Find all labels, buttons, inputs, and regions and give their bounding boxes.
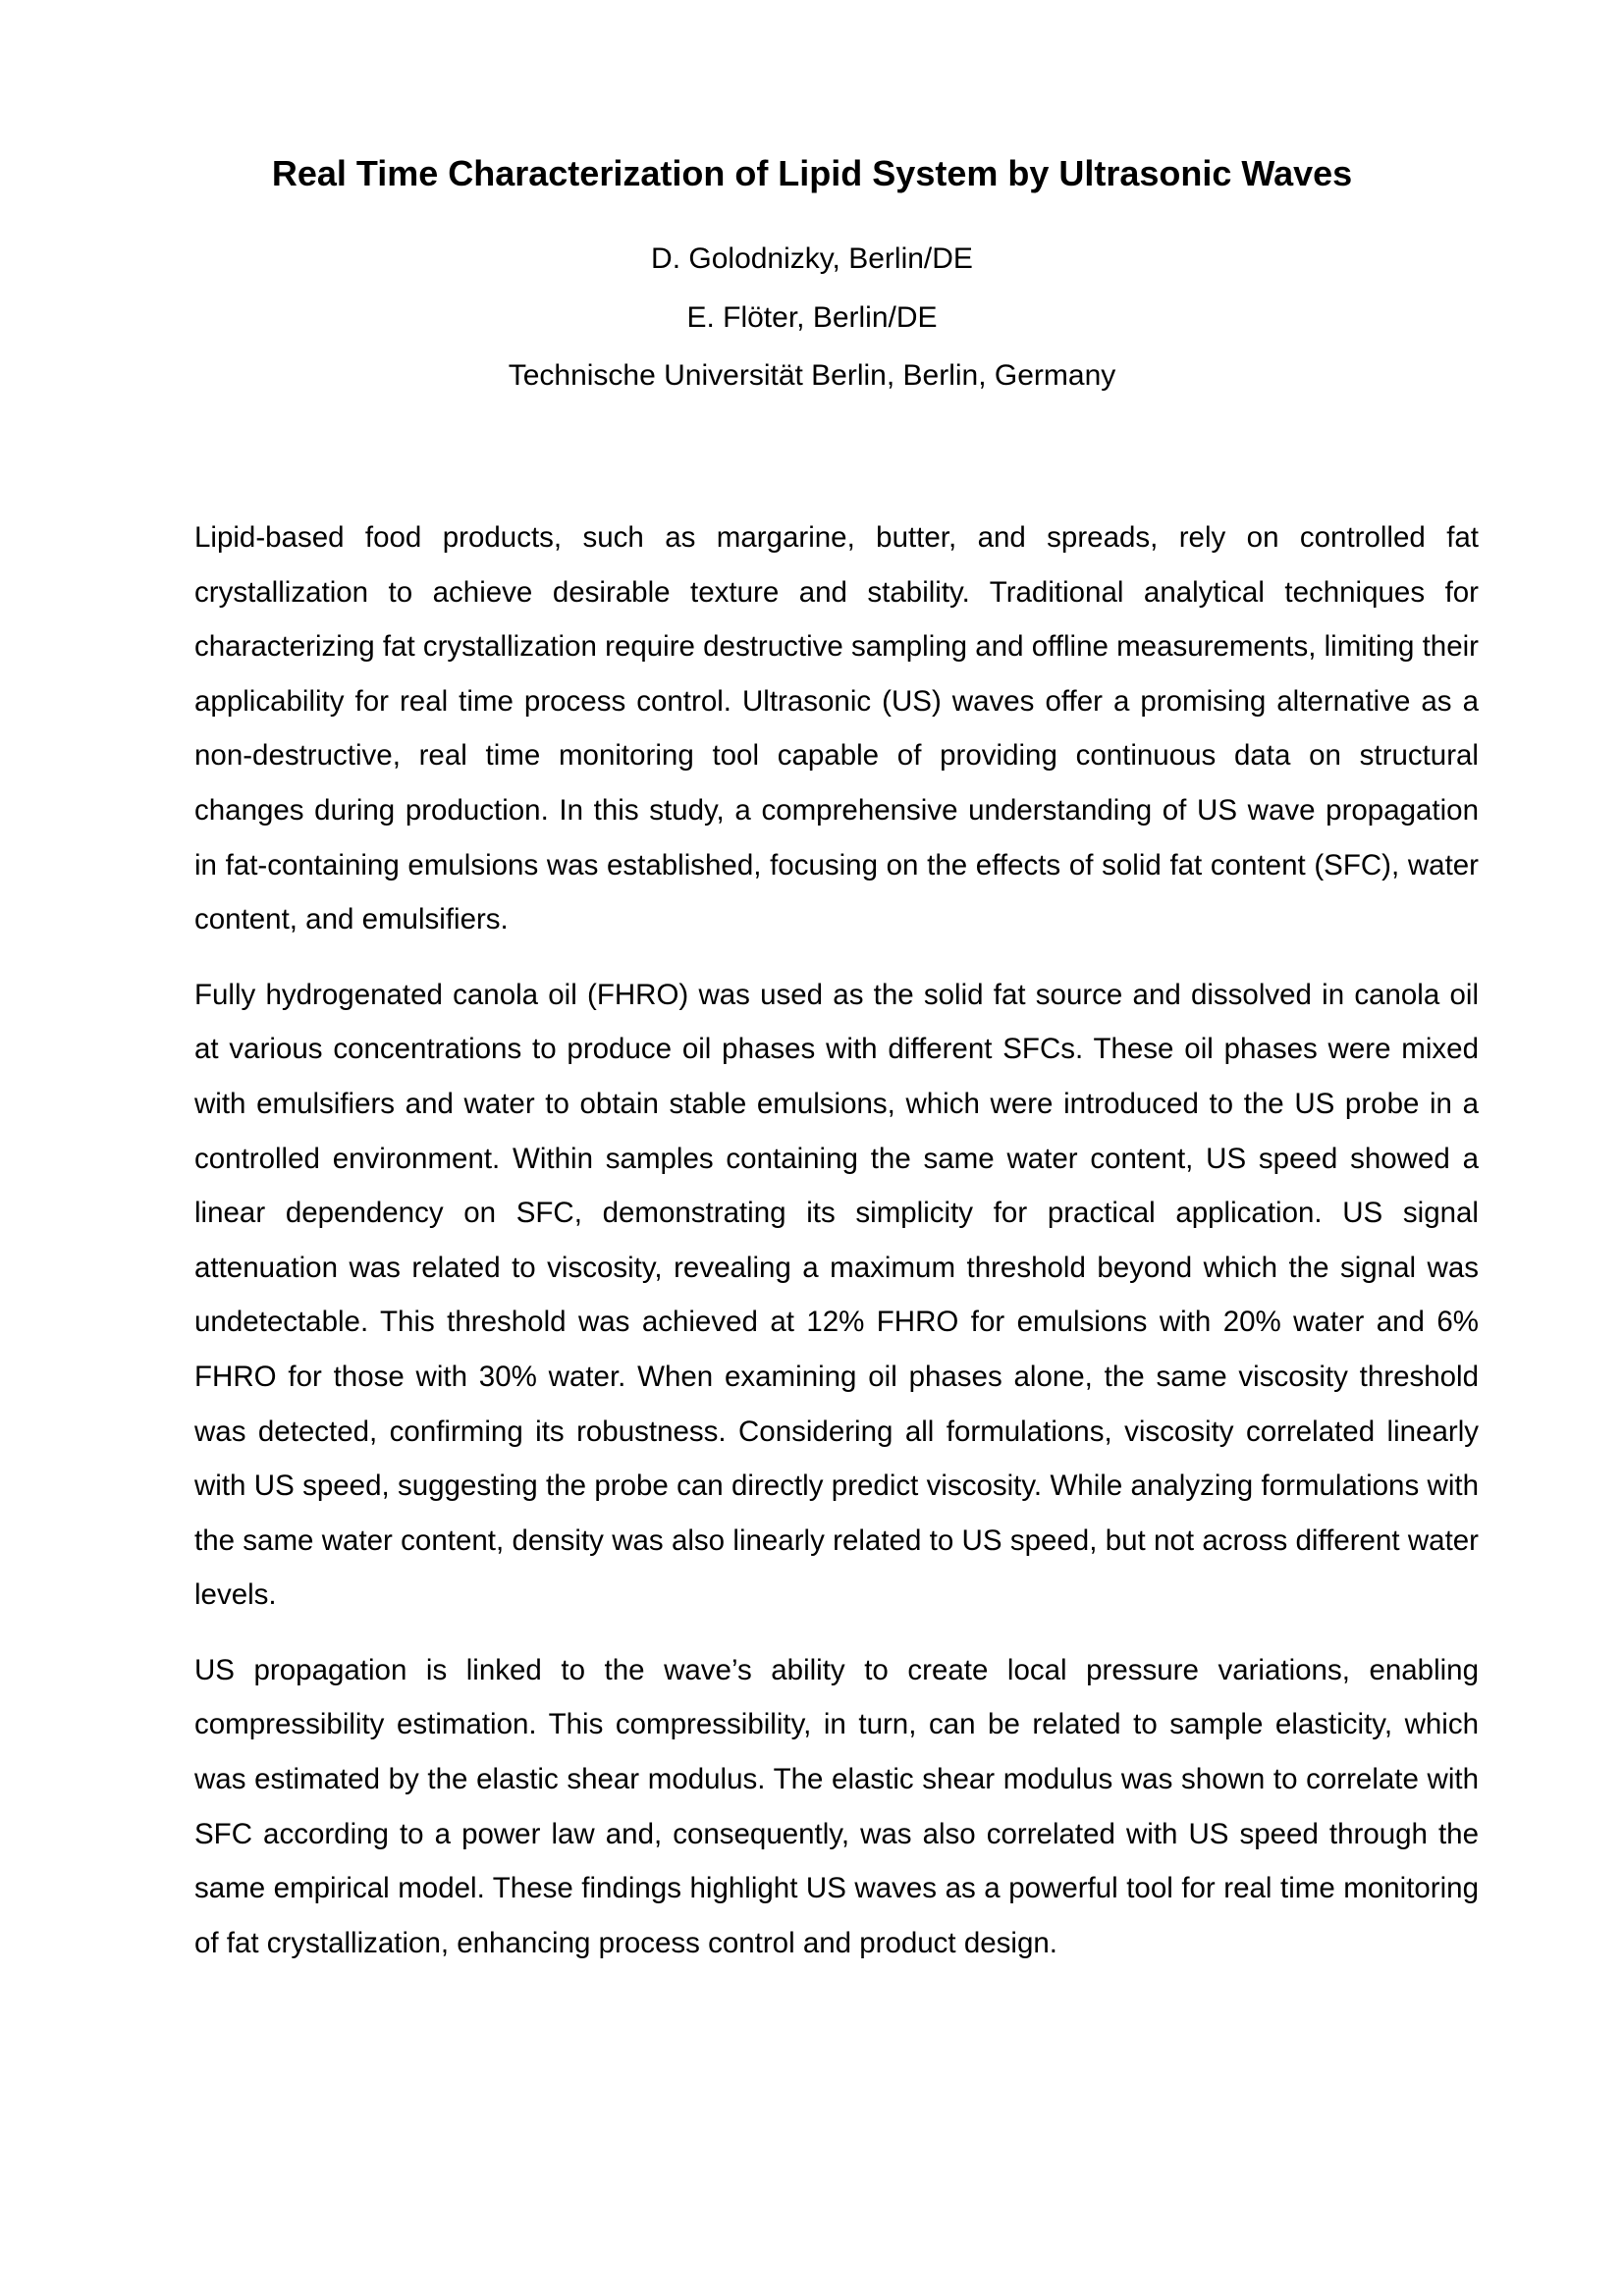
author-1: D. Golodnizky, Berlin/DE (651, 242, 973, 275)
affiliation: Technische Universität Berlin, Berlin, Germany (508, 359, 1116, 392)
abstract-body (194, 510, 1479, 1991)
author-block (0, 241, 1624, 417)
paragraph-3: US propagation is linked to the wave’s ability to create local pressure variations, enabling compressibility estimation. This compressibility, in turn, can be related to sample elasticity, which was estimated by the elastic shear modulus. The elastic shear modulus was shown to correlate with SFC according to a power law and, consequently, was also correlated with US speed through the same empirical model. These findings highlight US waves as a powerful tool for real time monitoring of fat crystallization, enhancing process control and product design. (194, 1653, 1479, 1959)
paragraph-1: Lipid-based food products, such as margarine, butter, and spreads, rely on controlled fat crystallization to achieve desirable texture and stability. Traditional analytical techniques for characterizing fat crystallization require destructive sampling and offline measurements, limiting their applicability for real time process control. Ultrasonic (US) waves offer a promising alternative as a non-destructive, real time monitoring tool capable of providing continuous data on structural changes during production. In this study, a comprehensive understanding of US wave propagation in fat-containing emulsions was established, focusing on the effects of solid fat content (SFC), water content, and emulsifiers. (194, 521, 1479, 936)
paragraph-2: Fully hydrogenated canola oil (FHRO) was used as the solid fat source and dissolved in canola oil at various concentrations to produce oil phases with different SFCs. These oil phases were mixed with emulsifiers and water to obtain stable emulsions, which were introduced to the US probe in a controlled environment. Within samples containing the same water content, US speed showed a linear dependency on SFC, demonstrating its simplicity for practical application. US signal attenuation was related to viscosity, revealing a maximum threshold beyond which the signal was undetectable. This threshold was achieved at 12% FHRO for emulsions with 20% water and 6% FHRO for those with 30% water. When examining oil phases alone, the same viscosity threshold was detected, confirming its robustness. Considering all formulations, viscosity correlated linearly with US speed, suggesting the probe can directly predict viscosity. While analyzing formulations with the same water content, density was also linearly related to US speed, but not across different water levels. (194, 978, 1479, 1612)
author-2: E. Flöter, Berlin/DE (686, 300, 938, 334)
paper-title: Real Time Characterization of Lipid System by Ultrasonic Waves (271, 153, 1353, 193)
